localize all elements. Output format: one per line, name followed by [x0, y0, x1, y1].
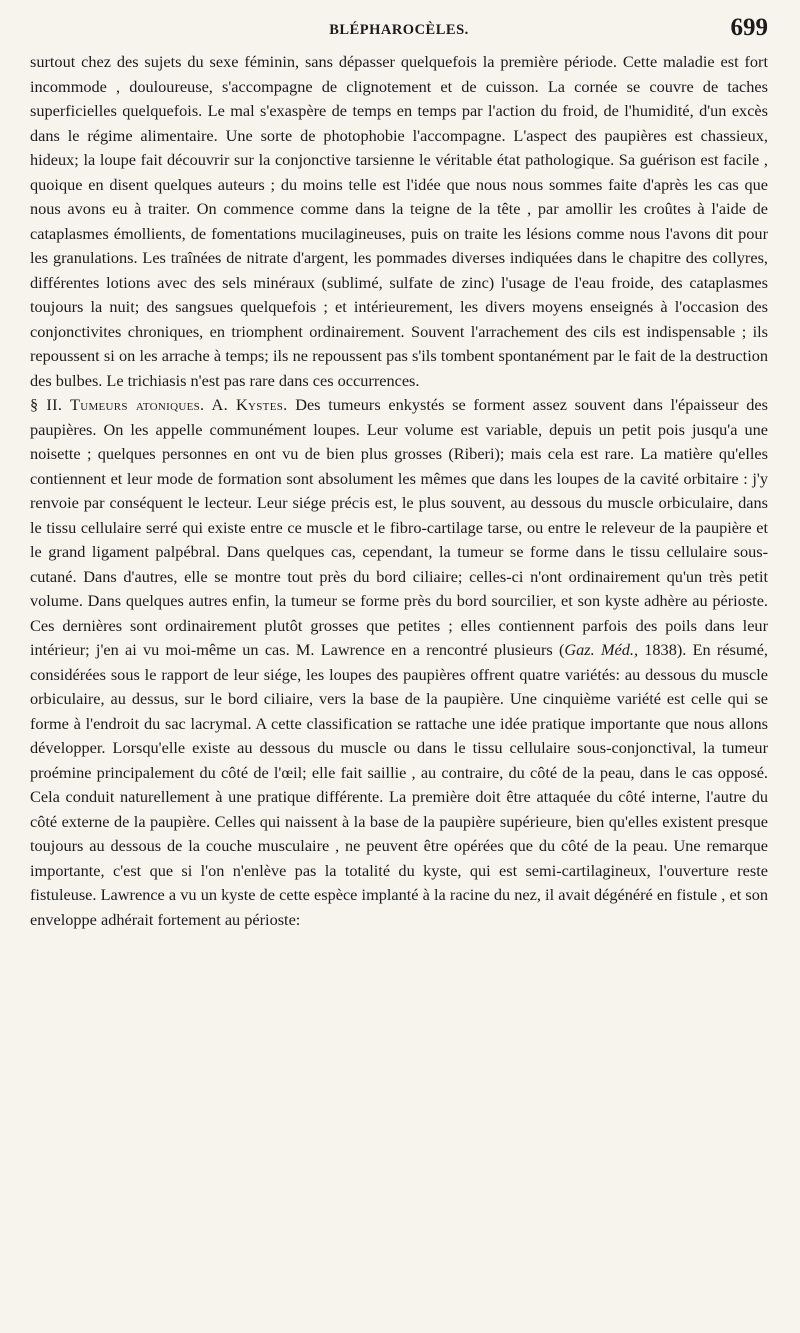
- running-title: BLÉPHAROCÈLES.: [329, 22, 469, 38]
- paragraph-text: 1838). En résumé, considérées sous le rapport de leur siége, les loupes des paupières offrent quatre variétés: au dessous du muscle orbiculaire, au dessus, sur le bord ciliaire, vers la base de la paupière. Une cinquième variété est celle qui se forme à l'endroit du sac lacrymal. A cette classification se rattache une idée pratique importante que nous allons développer. Lorsqu'elle existe au dessous du muscle ou dans le tissu cellulaire sous-conjonctival, la tumeur proémine principalement du côté de l'œil; elle fait saillie , au contraire, du côté de la peau, dans le cas opposé. Cela conduit naturellement à une pratique différente. La première doit être attaquée du côté interne, l'autre du côté externe de la paupière. Celles qui naissent à la base de la paupière supérieure, bien qu'elles existent presque toujours au dessous de la couche musculaire , ne peuvent être opérées que du côté de la peau. Une remarque importante, c'est que si l'on n'enlève pas la totalité du kyste, qui est semi-cartilagineux, l'ouverture reste fistuleuse. Lawrence a vu un kyste de cette espèce implanté à la racine du nez, il avait dégénéré en fistule , et son enveloppe adhérait fortement au périoste:: [30, 640, 768, 929]
- citation: Gaz. Méd.,: [564, 640, 639, 659]
- book-page: [30, 14, 768, 932]
- paragraph: [30, 50, 768, 393]
- paragraph-text: Des tumeurs enkystés se forment assez souvent dans l'épaisseur des paupières. On les appelle communément loupes. Leur volume est variable, depuis un petit pois jusqu'a une noisette ; quelques personnes en ont vu de bien plus grosses (Riberi); mais cela est rare. La matière qu'elles contiennent et leur mode de formation sont absolument les mêmes que dans les loupes de la cavité orbitaire : j'y renvoie par conséquent le lecteur. Leur siége précis est, le plus souvent, au dessous du muscle orbiculaire, dans le tissu cellulaire serré qui existe entre ce muscle et le fibro-cartilage tarse, ou entre le releveur de la paupière et le grand ligament palpébral. Dans quelques cas, cependant, la tumeur se forme dans le tissu cellulaire sous-cutané. Dans d'autres, elle se montre tout près du bord ciliaire; celles-ci n'ont ordinairement qu'un très petit volume. Dans quelques autres enfin, la tumeur se forme près du bord sourcilier, et son kyste adhère au périoste. Ces dernières sont ordinairement plutôt grosses que petites ; elles contiennent parfois des poils dans leur intérieur; j'en ai vu moi-même un cas. M. Lawrence en a rencontré plusieurs (: [30, 395, 768, 659]
- paragraph-text: surtout chez des sujets du sexe féminin, sans dépasser quelquefois la première période. Cette maladie est fort incommode , douloureuse, s'accompagne de clignotement et de cuisson. La cornée se couvre de taches superficielles quelquefois. Le mal s'exaspère de temps en temps par l'action du froid, de l'humidité, d'un excès dans le régime alimentaire. Une sorte de photophobie l'accompagne. L'aspect des paupières est chassieux, hideux; la loupe fait découvrir sur la conjonctive tarsienne le véritable état pathologique. Sa guérison est facile , quoique en disent quelques auteurs ; du moins telle est l'idée que nous nous sommes faite d'après les cas que nous avons eu à traiter. On commence comme dans la teigne de la tête , par amollir les croûtes à l'aide de cataplasmes émollients, de fomentations mucilagineuses, puis on traite les lésions comme nous l'avons dit pour les granulations. Les traînées de nitrate d'argent, les pommades diverses indiquées dans le chapitre des collyres, différentes lotions avec des sels minéraux (sublimé, sulfate de zinc) l'usage de l'eau froide, des cataplasmes toujours la nuit; des sangsues quelquefois ; et intérieurement, les divers moyens enseignés à l'occasion des conjonctivites chroniques, en triomphent ordinairement. Souvent l'arrachement des cils est indispensable ; ils repoussent si on les arrache à temps; ils ne repoussent pas s'ils tombent spontanément par le fait de la destruction des bulbes. Le trichiasis n'est pas rare dans ces occurrences.: [30, 52, 768, 390]
- running-header: [30, 14, 768, 50]
- section-heading: § II. Tumeurs atoniques. A. Kystes.: [30, 395, 288, 414]
- paragraph: [30, 393, 768, 932]
- page-number: 699: [730, 14, 768, 41]
- page-body: [30, 50, 768, 932]
